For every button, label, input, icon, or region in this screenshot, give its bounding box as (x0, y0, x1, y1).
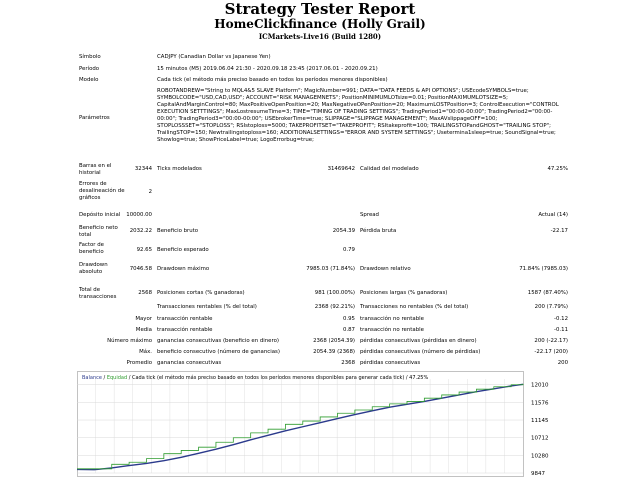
max-losses-value: 200 (-22.17) (534, 338, 568, 344)
profit-factor-value: 92.65 (136, 247, 152, 253)
period-value: 15 minutos (M5) 2019.06.04 21:30 - 2020.09.18 23:45 (2017.06.01 - 2020.09.21) (157, 66, 378, 72)
bars-label: Barras en el historial (79, 163, 112, 176)
maximal-label: Máx. (139, 349, 152, 355)
avg-losses-value: 200 (557, 360, 568, 366)
max-wins-label: ganancias consecutivas (beneficio en dinero) (157, 338, 279, 344)
params-label: Parámetros (79, 115, 110, 121)
quality-value: 47.25% (547, 166, 568, 172)
y-tick-label: 12010 (531, 382, 549, 389)
balance-equity-chart (77, 371, 564, 477)
legend-separator: / (101, 375, 107, 381)
total-trades-value: 2568 (138, 290, 152, 296)
max-number-label: Número máximo (107, 338, 152, 344)
max-losses-label: pérdidas consecutivas (pérdidas en dinero) (360, 338, 477, 344)
y-tick-label: 11145 (531, 418, 549, 425)
deposit-value: 10000.00 (126, 212, 152, 218)
largest-label: Mayor (135, 316, 152, 322)
average-label: Media (135, 327, 152, 333)
ticks-label: Ticks modelados (157, 166, 202, 172)
deposit-label: Depósito inicial (79, 212, 121, 218)
maximal-profit-label: beneficio consecutivo (número de ganancias) (157, 349, 280, 355)
report-subtitle: HomeClickfinance (Holly Grail) (214, 17, 426, 31)
profit-trades-value: 2368 (92.21%) (314, 304, 355, 310)
errors-value: 2 (148, 189, 152, 195)
period-label: Período (79, 66, 100, 72)
largest-profit-label: transacción rentable (157, 316, 213, 322)
gross-loss-value: -22.17 (550, 228, 568, 234)
avg-loss-label: transacción no rentable (360, 327, 424, 333)
largest-profit-value: 0.95 (342, 316, 355, 322)
avg-wins-label: ganancias consecutivas (157, 360, 222, 366)
net-profit-label: Beneficio neto total (79, 225, 118, 238)
loss-trades-label: Transacciones no rentables (% del total) (360, 304, 469, 310)
maximal-loss-value: -22.17 (200) (534, 349, 568, 355)
dd-relative-value: 71.84% (7985.03) (519, 266, 568, 272)
largest-loss-value: -0.12 (554, 316, 568, 322)
gross-profit-value: 2054.39 (332, 228, 355, 234)
max-wins-value: 2368 (2054.39) (313, 338, 355, 344)
report-server: ICMarkets-Live16 (Build 1280) (258, 32, 382, 41)
net-profit-value: 2032.22 (129, 228, 152, 234)
spread-label: Spread (360, 212, 379, 218)
report-title: Strategy Tester Report (224, 0, 416, 18)
loss-trades-value: 200 (7.79%) (534, 304, 568, 310)
dd-absolute-label: Drawdown absoluto (79, 262, 108, 275)
symbol-value: CADJPY (Canadian Dollar vs Japanese Yen) (157, 54, 271, 60)
largest-loss-label: transacción no rentable (360, 316, 424, 322)
avg-loss-value: -0.11 (554, 327, 568, 333)
short-positions-label: Posiciones cortas (% ganadoras) (157, 290, 245, 296)
y-tick-label: 9847 (531, 471, 545, 477)
chart-legend (82, 375, 428, 381)
maximal-loss-label: pérdidas consecutivas (número de pérdidas) (360, 349, 481, 355)
y-tick-label: 10280 (531, 453, 549, 460)
long-positions-value: 1587 (87.40%) (527, 290, 568, 296)
chart-svg (77, 371, 564, 477)
total-trades-label: Total de transacciones (79, 287, 117, 300)
y-tick-label: 11576 (531, 400, 549, 407)
avg-losses-label: pérdidas consecutivas (360, 360, 421, 366)
legend-description: / Cada tick (el método más preciso basado en todos los períodos menores disponibles para generar cada tick) / 47.25% (127, 375, 429, 381)
gross-loss-label: Pérdida bruta (360, 228, 397, 234)
symbol-label: Símbolo (79, 54, 101, 60)
expected-payoff-label: Beneficio esperado (157, 247, 209, 253)
bars-value: 32344 (134, 166, 152, 172)
model-label: Modelo (79, 77, 99, 83)
params-value: ROBOTANDREW="String to MQL4&5 SLAVE Platform"; MagicNumber=991; DATA="DATA FEEDS & API OPTIONS"; USEcodeSYMBOLS=true; SYMBOLCODE="USD,CAD,USD"; ACCOUNT="RISK MANAGEMNETS"; PositionMINIMUMLOTsize=0.01; PositionMAXIMUMLOTSIZE=5; CapitalAndMarginControl=80; MaxPositiveOpenPosition=20; MaxNegativeOPenPosition=20; MaximumLOSTPosition=3; ControlExecution="CONTROL EXECUTION SETTTINGS"; MaxLostresumeTime=3; TIME="TIMING OF TRADING SETTINGS"; TradingPeriod1="00:00-00:00"; TradingPeriod2="00:00-00:00"; TradingPeriod3="00:00-00:00"; USEbrokerTime=true; SLIPPAGE="SLIPPAGE MANAGEMENT"; MaxAVslippageOFF=100; STOPLOSSSET="STOPLOSS"; RSIstoploss=5000; TAKEPROFITSET="TAKEPROFIT"; RSItakeprofit=100; TRAILINGSTOPandGHOST="TRAILING STOP"; TrailingSTOP=150; Newtrailingstoploss=160; ADDITIONALSETTINGS="ERROR AND SYSTEM SETTINGS"; Usetermina1sleep=true; SoundSignal=true; Showlog=true; ShowPriceLabel=true; LogoErrorbug=true; (157, 88, 559, 143)
legend-balance: Balance (82, 375, 102, 381)
average-consec-label: Promedio (126, 360, 152, 366)
y-tick-label: 10712 (531, 435, 549, 442)
dd-max-label: Drawdown máximo (157, 266, 210, 272)
errors-label: Errores de desalineación de gráficos (79, 181, 125, 201)
dd-absolute-value: 7046.58 (129, 266, 152, 272)
long-positions-label: Posiciones largas (% ganadoras) (360, 290, 448, 296)
quality-label: Calidad del modelado (360, 166, 419, 172)
model-value: Cada tick (el método más preciso basado en todos los períodos menores disponibles) (157, 77, 388, 83)
avg-profit-value: 0.87 (342, 327, 355, 333)
spread-value: Actual (14) (538, 212, 568, 218)
profit-factor-label: Factor de beneficio (79, 242, 104, 255)
avg-profit-label: transacción rentable (157, 327, 213, 333)
short-positions-value: 981 (100.00%) (314, 290, 355, 296)
ticks-value: 31469642 (327, 166, 355, 172)
legend-equity: Equidad (106, 375, 128, 381)
maximal-profit-value: 2054.39 (2368) (313, 349, 355, 355)
dd-relative-label: Drawdown relativo (360, 266, 411, 272)
profit-trades-label: Transacciones rentables (% del total) (157, 304, 257, 310)
avg-wins-value: 2368 (341, 360, 355, 366)
gross-profit-label: Beneficio bruto (157, 228, 199, 234)
dd-max-value: 7985.03 (71.84%) (306, 266, 355, 272)
expected-payoff-value: 0.79 (342, 247, 355, 253)
